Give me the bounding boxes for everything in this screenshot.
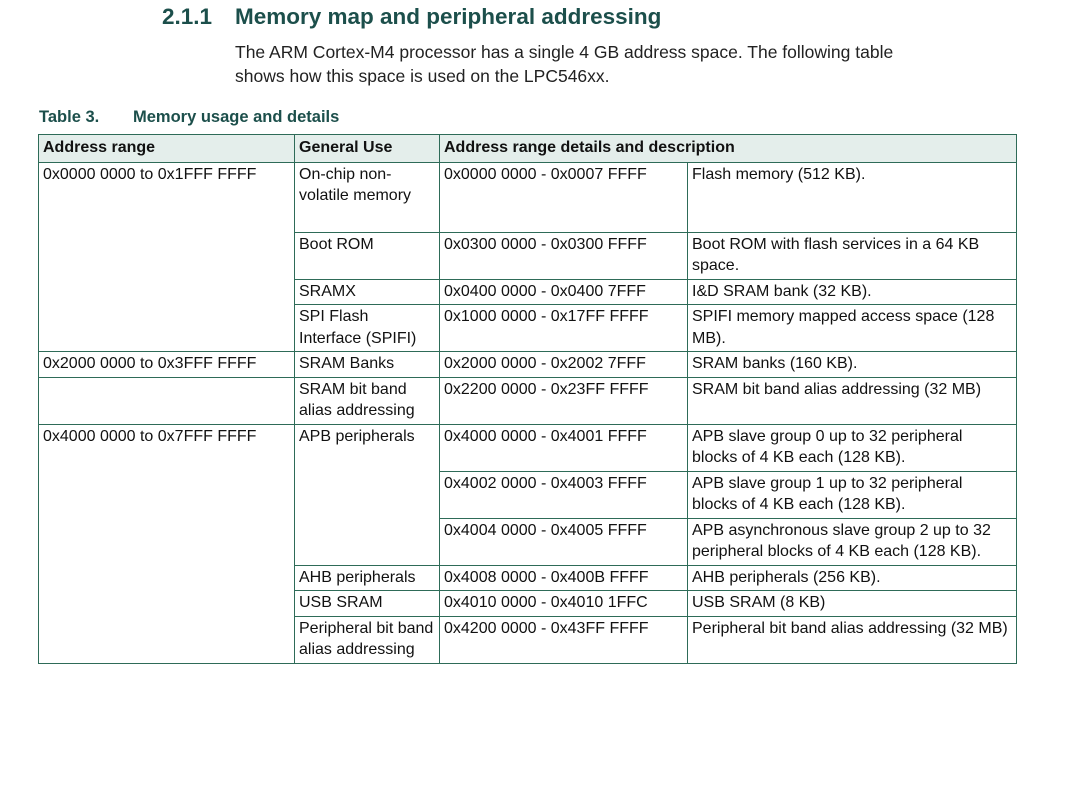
- table-row: [39, 377, 1017, 424]
- address-range-cell: [39, 377, 295, 424]
- general-use-cell: SRAMX: [295, 279, 440, 305]
- address-details-cell: 0x4002 0000 - 0x4003 FFFF: [440, 471, 688, 518]
- description-cell: I&D SRAM bank (32 KB).: [688, 279, 1017, 305]
- intro-paragraph: [235, 40, 1055, 88]
- table-row: [39, 424, 1017, 471]
- address-range-cell: 0x4000 0000 to 0x7FFF FFFF: [39, 424, 295, 663]
- general-use-cell: On-chip non-volatile memory: [295, 162, 440, 232]
- description-cell: APB slave group 1 up to 32 peripheral blocks of 4 KB each (128 KB).: [688, 471, 1017, 518]
- general-use-cell: APB peripherals: [295, 424, 440, 565]
- address-details-cell: 0x4010 0000 - 0x4010 1FFC: [440, 591, 688, 617]
- description-cell: Boot ROM with flash services in a 64 KB space.: [688, 232, 1017, 279]
- address-details-cell: 0x0300 0000 - 0x0300 FFFF: [440, 232, 688, 279]
- description-cell: Peripheral bit band alias addressing (32 MB): [688, 616, 1017, 663]
- address-details-cell: 0x4200 0000 - 0x43FF FFFF: [440, 616, 688, 663]
- address-details-cell: 0x4008 0000 - 0x400B FFFF: [440, 565, 688, 591]
- header-address-range: Address range: [39, 135, 295, 163]
- general-use-cell: SRAM bit band alias addressing: [295, 377, 440, 424]
- general-use-cell: SPI Flash Interface (SPIFI): [295, 305, 440, 352]
- address-details-cell: 0x0400 0000 - 0x0400 7FFF: [440, 279, 688, 305]
- address-range-cell: 0x2000 0000 to 0x3FFF FFFF: [39, 352, 295, 378]
- header-general-use: General Use: [295, 135, 440, 163]
- general-use-cell: Peripheral bit band alias addressing: [295, 616, 440, 663]
- address-details-cell: 0x2000 0000 - 0x2002 7FFF: [440, 352, 688, 378]
- table-row: [39, 352, 1017, 378]
- table-row: [39, 162, 1017, 232]
- general-use-cell: AHB peripherals: [295, 565, 440, 591]
- memory-usage-table: [38, 134, 1017, 664]
- table-header-row: [39, 135, 1017, 163]
- general-use-cell: SRAM Banks: [295, 352, 440, 378]
- address-details-cell: 0x0000 0000 - 0x0007 FFFF: [440, 162, 688, 232]
- address-details-cell: 0x2200 0000 - 0x23FF FFFF: [440, 377, 688, 424]
- description-cell: APB slave group 0 up to 32 peripheral blocks of 4 KB each (128 KB).: [688, 424, 1017, 471]
- description-cell: SRAM bit band alias addressing (32 MB): [688, 377, 1017, 424]
- table-caption: [39, 108, 339, 127]
- intro-line-2: shows how this space is used on the LPC546xx.: [235, 66, 610, 86]
- intro-line-1: The ARM Cortex-M4 processor has a single 4 GB address space. The following table: [235, 42, 894, 62]
- general-use-cell: USB SRAM: [295, 591, 440, 617]
- description-cell: USB SRAM (8 KB): [688, 591, 1017, 617]
- description-cell: SPIFI memory mapped access space (128 MB).: [688, 305, 1017, 352]
- table-number: Table 3.: [39, 108, 100, 126]
- description-cell: AHB peripherals (256 KB).: [688, 565, 1017, 591]
- section-title: Memory map and peripheral addressing: [235, 4, 662, 29]
- description-cell: SRAM banks (160 KB).: [688, 352, 1017, 378]
- address-details-cell: 0x4004 0000 - 0x4005 FFFF: [440, 518, 688, 565]
- section-heading: [162, 4, 661, 30]
- description-cell: APB asynchronous slave group 2 up to 32 peripheral blocks of 4 KB each (128 KB).: [688, 518, 1017, 565]
- table-title: Memory usage and details: [133, 108, 340, 126]
- address-range-cell: 0x0000 0000 to 0x1FFF FFFF: [39, 162, 295, 352]
- address-details-cell: 0x4000 0000 - 0x4001 FFFF: [440, 424, 688, 471]
- section-number: 2.1.1: [162, 4, 213, 29]
- address-details-cell: 0x1000 0000 - 0x17FF FFFF: [440, 305, 688, 352]
- header-details: Address range details and description: [440, 135, 1017, 163]
- description-cell: Flash memory (512 KB).: [688, 162, 1017, 232]
- general-use-cell: Boot ROM: [295, 232, 440, 279]
